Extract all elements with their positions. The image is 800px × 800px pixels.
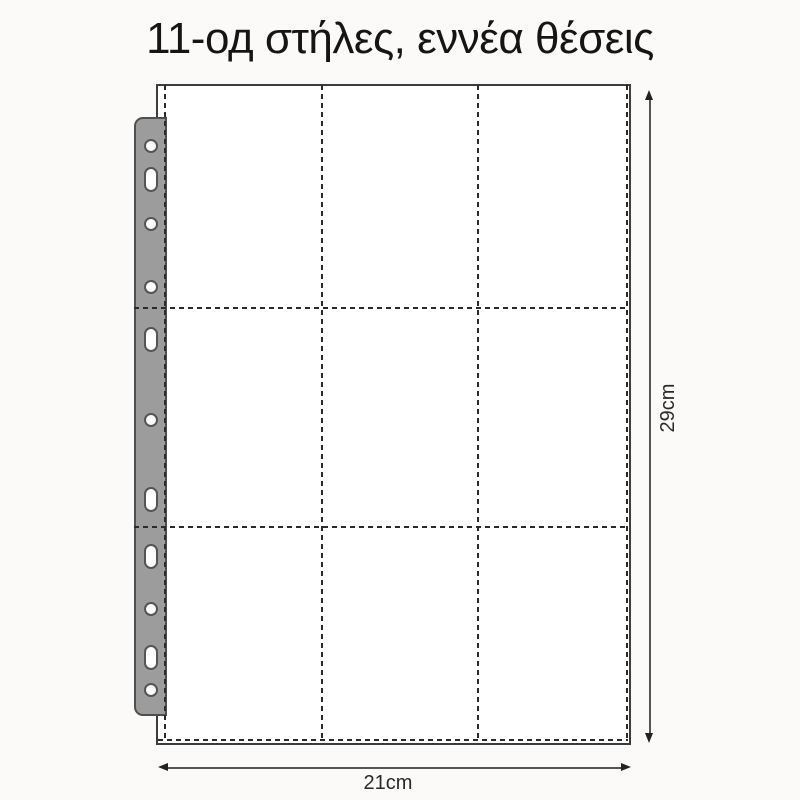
arrowhead-right-icon — [621, 763, 631, 771]
pocket-column-line — [321, 85, 323, 740]
binder-strip — [134, 117, 167, 716]
pocket-row-line — [134, 307, 628, 309]
arrowhead-up-icon — [645, 90, 653, 100]
pocket-row-line — [134, 526, 628, 528]
binder-hole-round — [144, 602, 158, 616]
binder-hole-slot — [144, 327, 158, 352]
binder-hole-round — [144, 280, 158, 294]
binder-hole-round — [144, 683, 158, 697]
width-dimension-label: 21cm — [363, 772, 413, 794]
height-dimension-label: 29cm — [657, 383, 679, 433]
arrowhead-down-icon — [645, 733, 653, 743]
page-title: 11-од στήλες, εννέα θέσεις — [146, 14, 654, 63]
pocket-row-line — [158, 739, 628, 741]
pocket-column-line — [477, 85, 479, 740]
binder-hole-round — [144, 413, 158, 427]
binder-hole-slot — [144, 487, 158, 512]
pocket-column-line — [626, 85, 628, 740]
width-arrow-line — [164, 767, 625, 769]
binder-hole-round — [144, 139, 158, 153]
height-arrow-line — [649, 96, 651, 737]
binder-hole-slot — [144, 544, 158, 569]
arrowhead-left-icon — [158, 763, 168, 771]
binder-hole-slot — [144, 167, 158, 192]
pocket-page-outline — [156, 84, 631, 745]
pocket-column-line — [164, 85, 166, 740]
binder-hole-round — [144, 217, 158, 231]
binder-hole-slot — [144, 645, 158, 670]
